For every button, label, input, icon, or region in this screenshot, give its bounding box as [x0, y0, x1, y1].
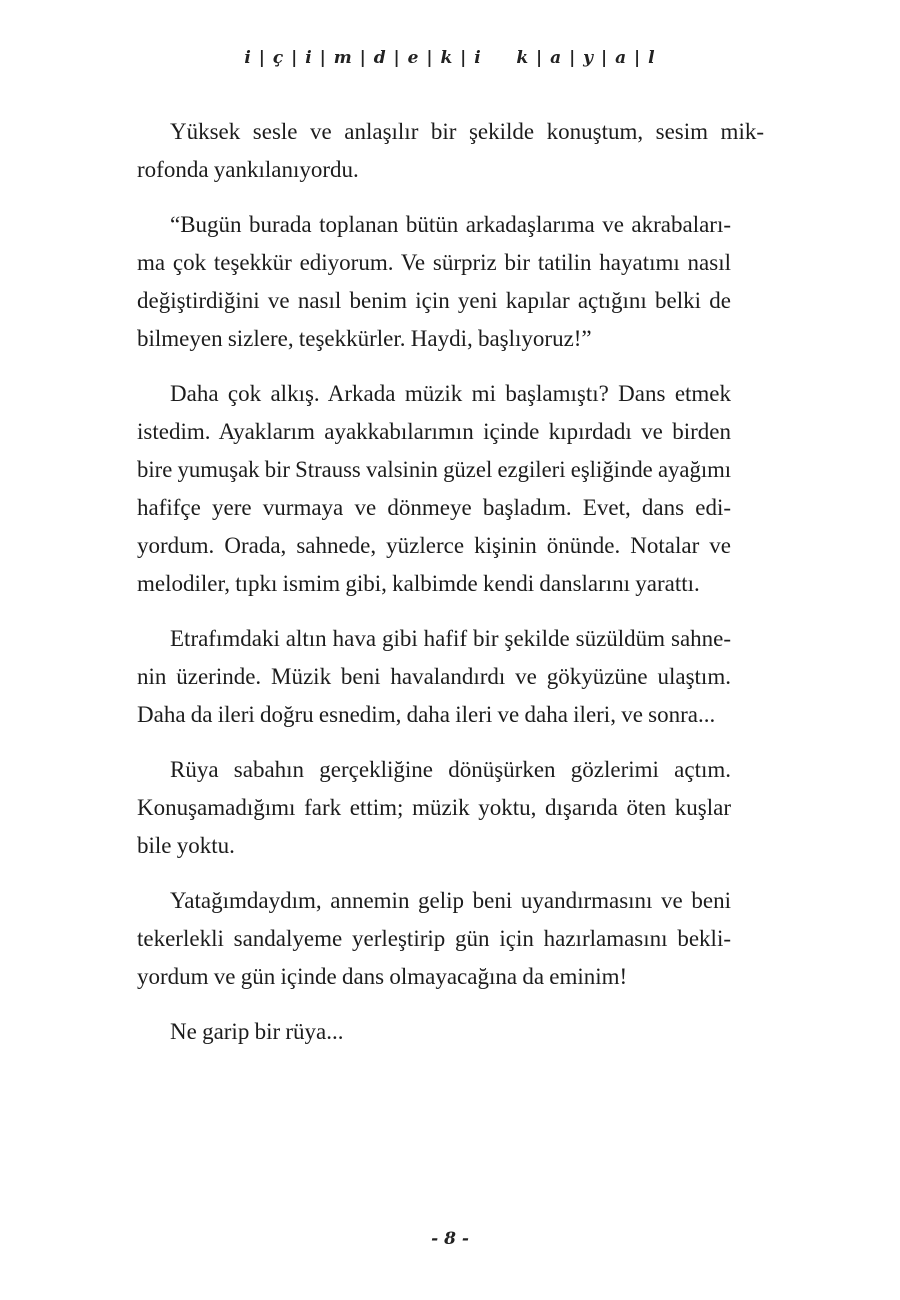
paragraph — [137, 206, 764, 358]
text-line: yordum. Orada, sahnede, yüzlerce kişinin önünde. Notalar ve — [137, 533, 731, 558]
text-line: Yatağımdaydım, annemin gelip beni uyandırmasını ve beni — [170, 888, 731, 913]
text-line: Konuşamadığımı fark ettim; müzik yoktu, dışarıda öten kuşlar — [137, 795, 731, 820]
text-line: istedim. Ayaklarım ayakkabılarımın içinde kıpırdadı ve birden — [137, 419, 731, 444]
paragraph — [137, 113, 764, 189]
text-line: Daha çok alkış. Arkada müzik mi başlamıştı? Dans etmek — [170, 381, 732, 406]
text-line: bilmeyen sizlere, teşekkürler. Haydi, başlıyoruz!” — [137, 326, 592, 351]
paragraph — [137, 375, 764, 603]
text-line: bile yoktu. — [137, 833, 235, 858]
page-number: - 8 - — [431, 1229, 469, 1249]
paragraph — [137, 751, 764, 865]
paragraph — [137, 882, 764, 996]
text-line: melodiler, tıpkı ismim gibi, kalbimde kendi danslarını yarattı. — [137, 571, 700, 596]
text-line: Yüksek sesle ve anlaşılır bir şekilde konuştum, sesim mik- — [170, 119, 764, 144]
text-line: rofonda yankılanıyordu. — [137, 157, 359, 182]
text-line: “Bugün burada toplanan bütün arkadaşlarıma ve akrabaları- — [170, 212, 731, 237]
text-line: bire yumuşak bir Strauss valsinin güzel ezgileri eşliğinde ayağımı — [137, 457, 732, 482]
body-text — [137, 113, 764, 1068]
text-line: nin üzerinde. Müzik beni havalandırdı ve gökyüzüne ulaştım. — [137, 664, 731, 689]
paragraph — [137, 1013, 764, 1051]
text-line: Rüya sabahın gerçekliğine dönüşürken gözlerimi açtım. — [170, 757, 732, 782]
paragraph — [137, 620, 764, 734]
text-line: Daha da ileri doğru esnedim, daha ileri ve daha ileri, ve sonra... — [137, 702, 716, 727]
text-line: yordum ve gün içinde dans olmayacağına da eminim! — [137, 964, 628, 989]
text-line: Ne garip bir rüya... — [170, 1019, 344, 1044]
text-line: tekerlekli sandalyeme yerleştirip gün için hazırlamasını bekli- — [137, 926, 731, 951]
running-header: i | ç | i | m | d | e | k | i k | a | y | a | l — [244, 48, 656, 68]
text-line: değiştirdiğini ve nasıl benim için yeni kapılar açtığını belki de — [137, 288, 731, 313]
text-line: ma çok teşekkür ediyorum. Ve sürpriz bir tatilin hayatımı nasıl — [137, 250, 731, 275]
text-line: hafifçe yere vurmaya ve dönmeye başladım. Evet, dans edi- — [137, 495, 732, 520]
text-line: Etrafımdaki altın hava gibi hafif bir şekilde süzüldüm sahne- — [170, 626, 732, 651]
